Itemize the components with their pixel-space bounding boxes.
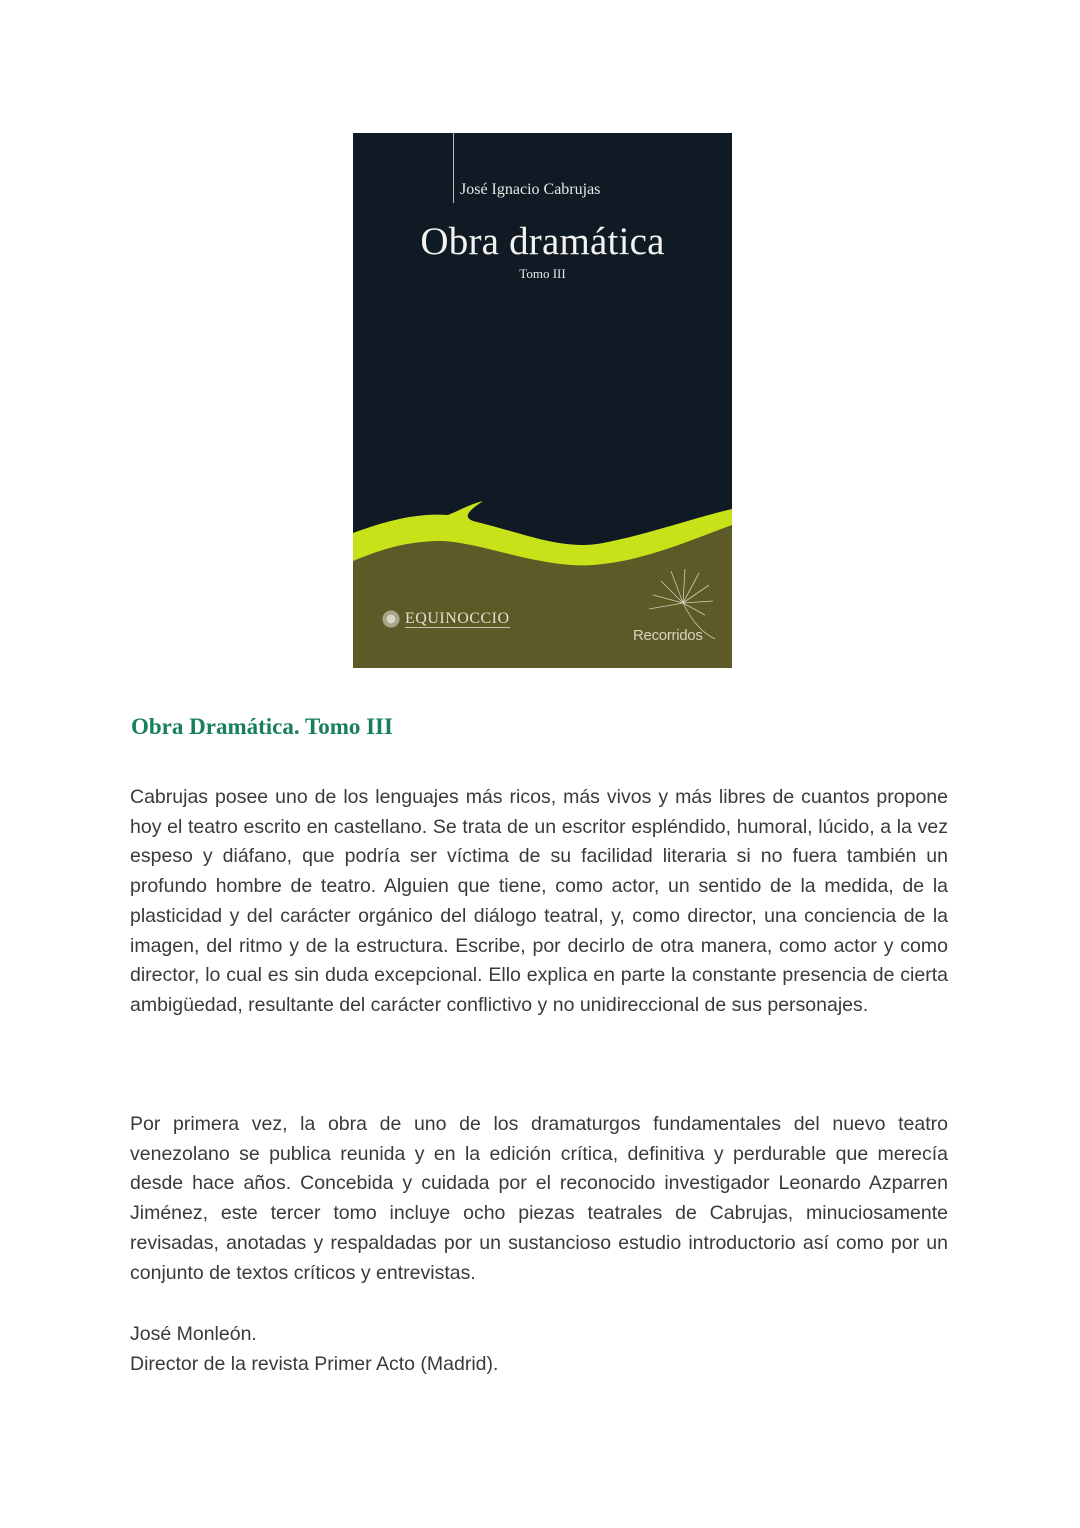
book-cover — [353, 133, 732, 668]
cover-volume: Tomo III — [519, 266, 566, 281]
paragraph-2: Por primera vez, la obra de uno de los dramaturgos fundamentales del nuevo teatro venezolano se publica reunida y en la edición crítica, definitiva y perdurable que merecía desde hace años. Concebida y cuidada por el reconocido investigador Leonardo Azparren Jiménez, este tercer tomo incluye ocho piezas teatrales de Cabrujas, minuciosamente revisadas, anotadas y respaldadas por un sustancioso estudio introductorio así como por un conjunto de textos críticos y entrevistas. — [130, 1113, 948, 1284]
cover-vertical-rule — [453, 133, 454, 203]
cover-author: José Ignacio Cabrujas — [460, 181, 601, 198]
publisher-name: EQUINOCCIO — [405, 610, 510, 627]
publisher-emblem-icon — [381, 609, 401, 629]
collection-logo: Recorridos — [633, 627, 703, 644]
publisher-logo — [381, 609, 510, 629]
signature-role: Director de la revista Primer Acto (Madrid). — [130, 1353, 499, 1375]
page-title: Obra Dramática. Tomo III — [131, 714, 393, 739]
signature-name: José Monleón. — [130, 1323, 257, 1345]
paragraph-1: Cabrujas posee uno de los lenguajes más ricos, más vivos y más libres de cuantos propone hoy el teatro escrito en castellano. Se trata de un escritor espléndido, humoral, lúcido, a la vez espeso y diáfano, que podría ser víctima de su facilidad literaria si no fuera también un profundo hombre de teatro. Alguien que tiene, como actor, un sentido de la medida, de la plasticidad y del carácter orgánico del diálogo teatral, y, como director, una conciencia de la imagen, del ritmo y de la estructura. Escribe, por decirlo de otra manera, como actor y como director, lo cual es sin duda excepcional. Ello explica en parte la constante presencia de cierta ambigüedad, resultante del carácter conflictivo y no unidireccional de sus personajes. — [130, 786, 948, 1016]
cover-wave-artwork — [353, 133, 732, 668]
cover-title: Obra dramática — [420, 220, 665, 263]
